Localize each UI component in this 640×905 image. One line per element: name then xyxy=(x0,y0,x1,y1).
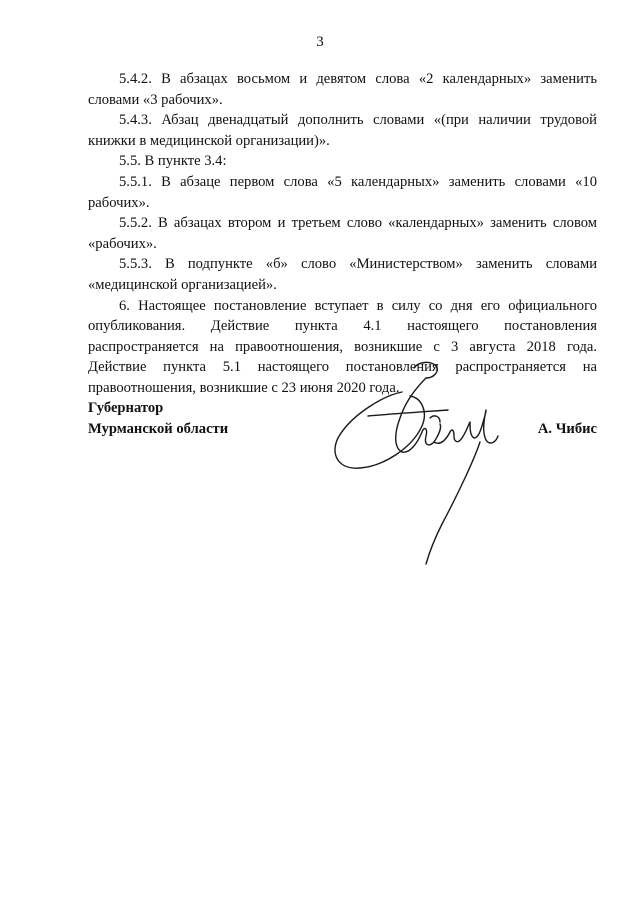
paragraph-6: 6. Настоящее постановление вступает в силу со дня его официального опубликования. Действие пункта 4.1 настоящего постановления распространяется на правоотношения, возникшие с 3 августа 2018 года. Действие пункта 5.1 настоящего постановления распространяется на правоотношения, возникшие с 23 июня 2020 года. xyxy=(88,297,597,396)
page-number: 3 xyxy=(316,34,324,50)
signer-position-line-1: Губернатор xyxy=(88,400,164,416)
paragraph-5-5-2: 5.5.2. В абзацах втором и третьем слово «календарных» заменить словом «рабочих». xyxy=(88,215,597,252)
paragraph-5-4-2: 5.4.2. В абзацах восьмом и девятом слова «2 календарных» заменить словами «3 рабочих». xyxy=(88,71,597,108)
signature-block xyxy=(88,398,597,439)
handwritten-signature xyxy=(330,356,520,570)
document-body xyxy=(88,69,597,399)
paragraph-5-4-3: 5.4.3. Абзац двенадцатый дополнить словами «(при наличии трудовой книжки в медицинской организации)». xyxy=(88,112,597,149)
paragraph-5-5: 5.5. В пункте 3.4: xyxy=(119,153,227,170)
signer-name: А. Чибис xyxy=(537,420,597,437)
paragraph-5-5-3: 5.5.3. В подпункте «б» слово «Министерством» заменить словами «медицинской организацией». xyxy=(88,256,597,293)
paragraph-5-5-1: 5.5.1. В абзаце первом слова «5 календарных» заменить словами «10 рабочих». xyxy=(88,173,597,211)
signer-position-line-2: Мурманской области xyxy=(88,420,229,437)
